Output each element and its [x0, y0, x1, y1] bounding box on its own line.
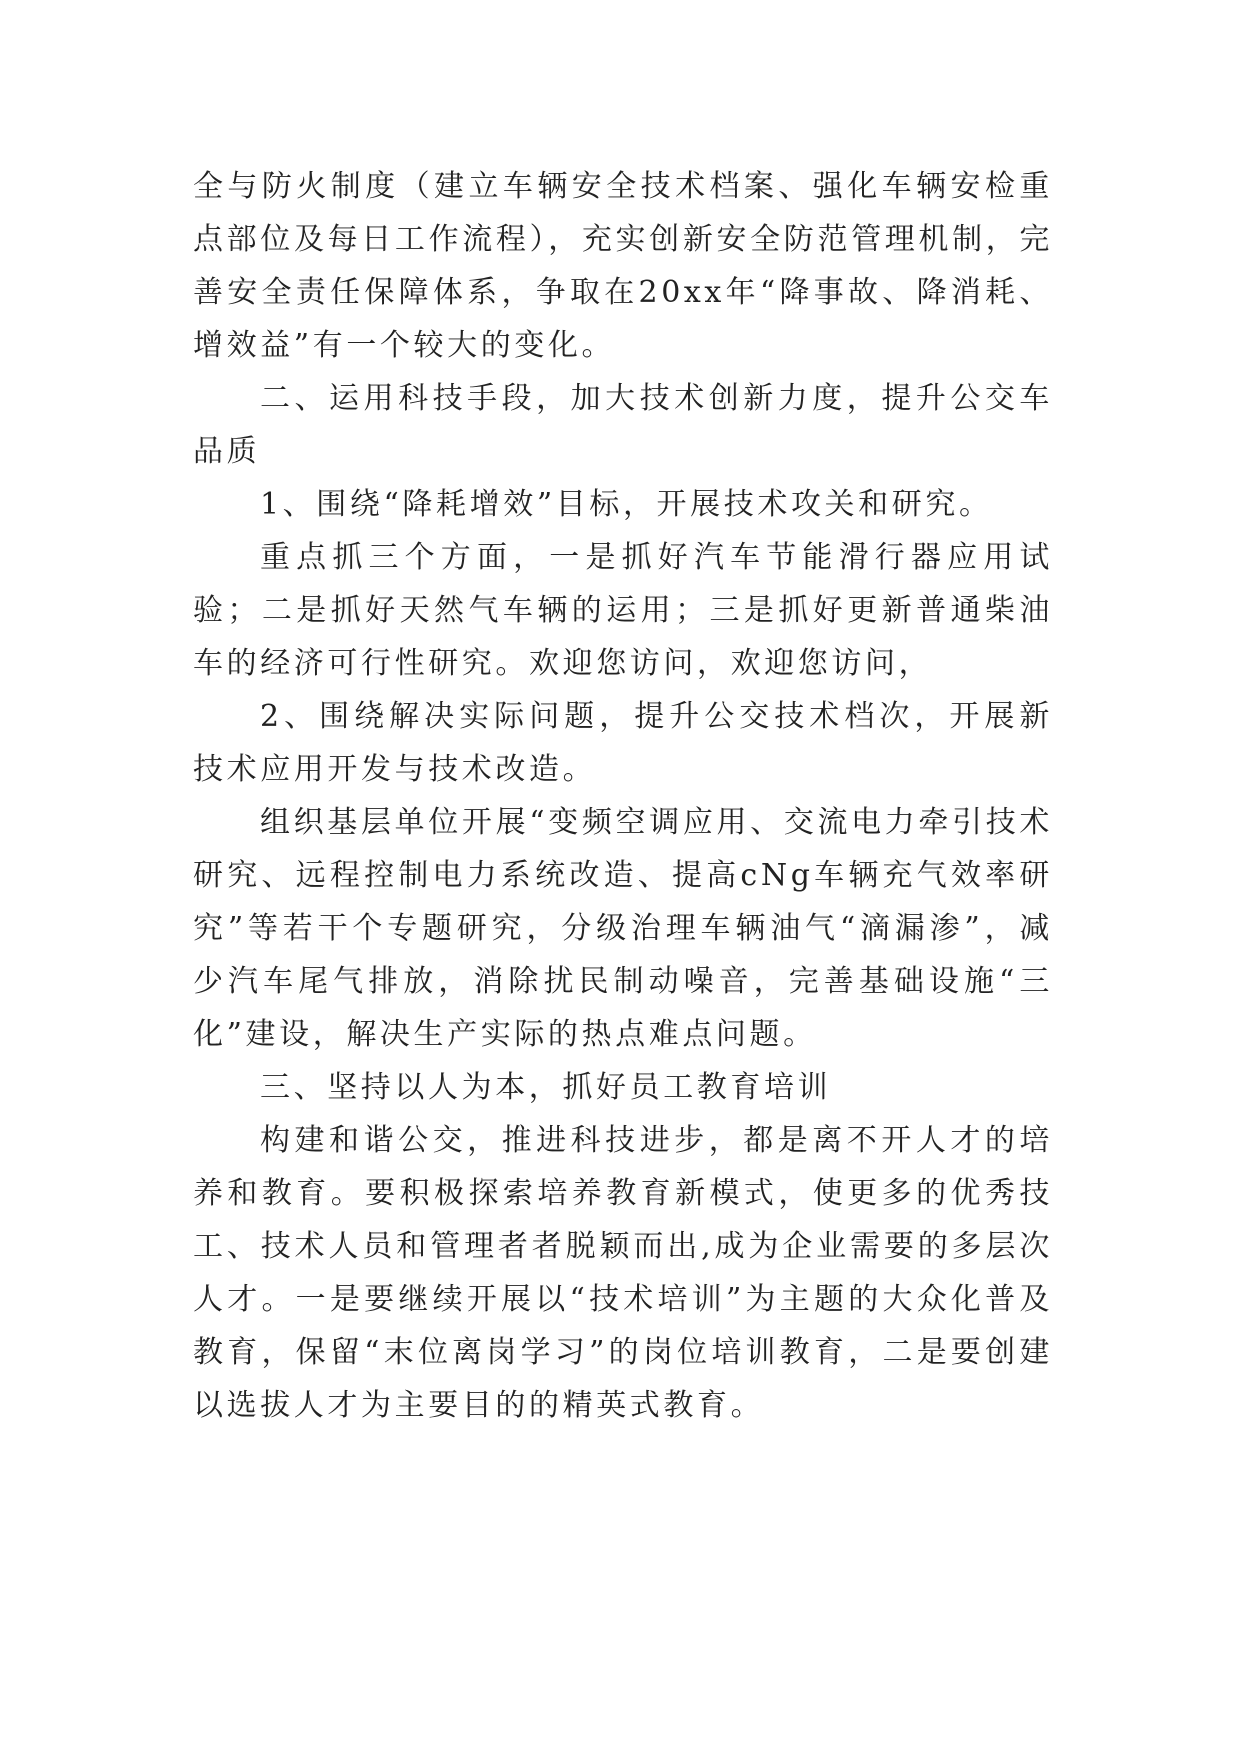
- heading-section-two: 二、运用科技手段，加大技术创新力度，提升公交车品质: [193, 381, 1053, 469]
- paragraph-three-aspects: 重点抓三个方面，一是抓好汽车节能滑行器应用试验；二是抓好天然气车辆的运用；三是抓好更新普通柴油车的经济可行性研究。欢迎您访问，欢迎您访问，: [193, 540, 1053, 681]
- paragraph-safety-system: 全与防火制度（建立车辆安全技术档案、强化车辆安检重点部位及每日工作流程），充实创新安全防范管理机制，完善安全责任保障体系，争取在20xx年“降事故、降消耗、增效益”有一个较大的变化。: [193, 169, 1053, 363]
- subheading-item-two: 2、围绕解决实际问题，提升公交技术档次，开展新技术应用开发与技术改造。: [193, 699, 1053, 787]
- subheading-item-one: 1、围绕“降耗增效”目标，开展技术攻关和研究。: [260, 487, 993, 522]
- heading-section-three: 三、坚持以人为本，抓好员工教育培训: [260, 1070, 832, 1105]
- paragraph-staff-training: 构建和谐公交，推进科技进步，都是离不开人才的培养和教育。要积极探索培养教育新模式，使更多的优秀技工、技术人员和管理者者脱颖而出,成为企业需要的多层次人才。一是要继续开展以“技术培训”为主题的大众化普及教育，保留“末位离岗学习”的岗位培训教育，二是要创建以选拔人才为主要目的的精英式教育。: [193, 1123, 1053, 1423]
- paragraph-special-research: 组织基层单位开展“变频空调应用、交流电力牵引技术研究、远程控制电力系统改造、提高cNg车辆充气效率研究”等若干个专题研究，分级治理车辆油气“滴漏渗”，减少汽车尾气排放，消除扰民制动噪音，完善基础设施“三化”建设，解决生产实际的热点难点问题。: [193, 805, 1053, 1052]
- document-body: [193, 160, 1053, 1432]
